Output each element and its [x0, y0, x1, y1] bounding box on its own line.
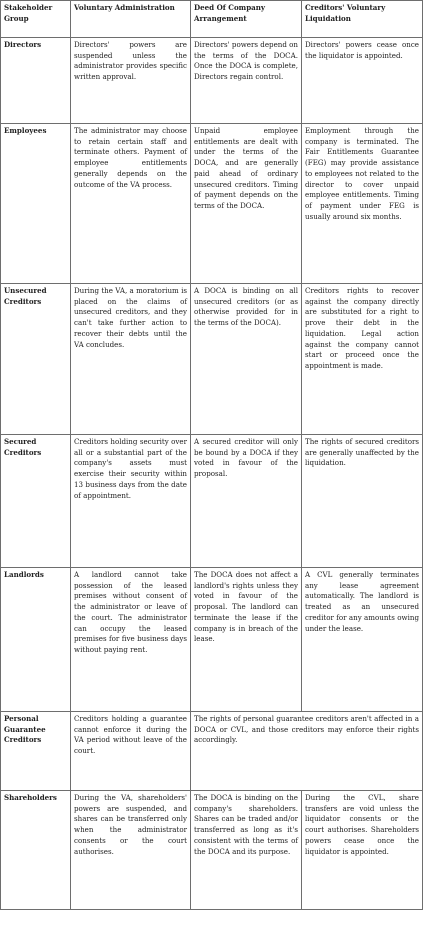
- table-header-row: [1, 1, 423, 38]
- stakeholder-cell: Personal Guarantee Creditors: [1, 712, 71, 791]
- stakeholder-cell: Employees: [1, 124, 71, 284]
- table-row-landlords: [1, 568, 423, 712]
- stakeholder-cell: Secured Creditors: [1, 435, 71, 568]
- header-creditors-voluntary-liquidation: Creditors' Voluntary Liquidation: [302, 1, 423, 38]
- doca-cell: A secured creditor will only be bound by a DOCA if they voted in favour of the proposal.: [191, 435, 302, 568]
- doca-cell: Unpaid employee entitlements are dealt with under the terms of the DOCA, and are generally paid ahead of ordinary unsecured creditors. Timing of payment depends on the terms of the DOCA.: [191, 124, 302, 284]
- doca-cell: The DOCA is binding on the company's shareholders. Shares can be traded and/or transferred as long as it's consistent with the terms of the DOCA and its purpose.: [191, 791, 302, 910]
- va-cell: Creditors holding a guarantee cannot enforce it during the VA period without leave of the court.: [71, 712, 191, 791]
- cvl-cell: Employment through the company is terminated. The Fair Entitlements Guarantee (FEG) may provide assistance to employees not related to the director to cover unpaid employee entitlements. Timing of payment under FEG is usually around six months.: [302, 124, 423, 284]
- stakeholder-cell: Unsecured Creditors: [1, 284, 71, 435]
- va-cell: The administrator may choose to retain certain staff and terminate others. Payment of employee entitlements generally depends on the outcome of the VA process.: [71, 124, 191, 284]
- table-row-employees: [1, 124, 423, 284]
- va-cell: Creditors holding security over all or a substantial part of the company's assets must exercise their security within 13 business days from the date of appointment.: [71, 435, 191, 568]
- table-row-directors: [1, 38, 423, 124]
- table-row-unsecured-creditors: [1, 284, 423, 435]
- header-deed-of-company-arrangement: Deed Of Company Arrangement: [191, 1, 302, 38]
- header-voluntary-administration: Voluntary Administration: [71, 1, 191, 38]
- table-row-secured-creditors: [1, 435, 423, 568]
- va-cell: During the VA, shareholders' powers are suspended, and shares can be transferred only when the administrator consents or the court authorises.: [71, 791, 191, 910]
- table-row-shareholders: [1, 791, 423, 910]
- cvl-cell: Directors' powers cease once the liquidator is appointed.: [302, 38, 423, 124]
- header-stakeholder-group: Stakeholder Group: [1, 1, 71, 38]
- stakeholder-cell: Shareholders: [1, 791, 71, 910]
- doca-cell: The DOCA does not affect a landlord's rights unless they voted in favour of the proposal. The landlord can terminate the lease if the company is in breach of the lease.: [191, 568, 302, 712]
- va-cell: A landlord cannot take possession of the leased premises without consent of the administrator or leave of the court. The administrator can occupy the leased premises for five business days without paying rent.: [71, 568, 191, 712]
- doca-cell: Directors' powers depend on the terms of the DOCA. Once the DOCA is complete, Directors regain control.: [191, 38, 302, 124]
- stakeholder-cell: Landlords: [1, 568, 71, 712]
- cvl-cell: During the CVL, share transfers are void unless the liquidator consents or the court authorises. Shareholders powers cease once the liquidator is appointed.: [302, 791, 423, 910]
- cvl-cell: Creditors rights to recover against the company directly are substituted for a right to prove their debt in the liquidation. Legal action against the company cannot start or proceed once the appointment is made.: [302, 284, 423, 435]
- va-cell: Directors' powers are suspended unless the administrator provides specific written approval.: [71, 38, 191, 124]
- va-cell: During the VA, a moratorium is placed on the claims of unsecured creditors, and they can't take further action to recover their debts until the VA concludes.: [71, 284, 191, 435]
- cvl-cell: A CVL generally terminates any lease agreement automatically. The landlord is treated as an unsecured creditor for any amounts owing under the lease.: [302, 568, 423, 712]
- cvl-cell: The rights of secured creditors are generally unaffected by the liquidation.: [302, 435, 423, 568]
- doca-cell: A DOCA is binding on all unsecured creditors (or as otherwise provided for in the terms of the DOCA).: [191, 284, 302, 435]
- doca-cvl-merged-cell: The rights of personal guarantee creditors aren't affected in a DOCA or CVL, and those creditors may enforce their rights accordingly.: [191, 712, 423, 791]
- table-row-personal-guarantee-creditors: [1, 712, 423, 791]
- stakeholder-cell: Directors: [1, 38, 71, 124]
